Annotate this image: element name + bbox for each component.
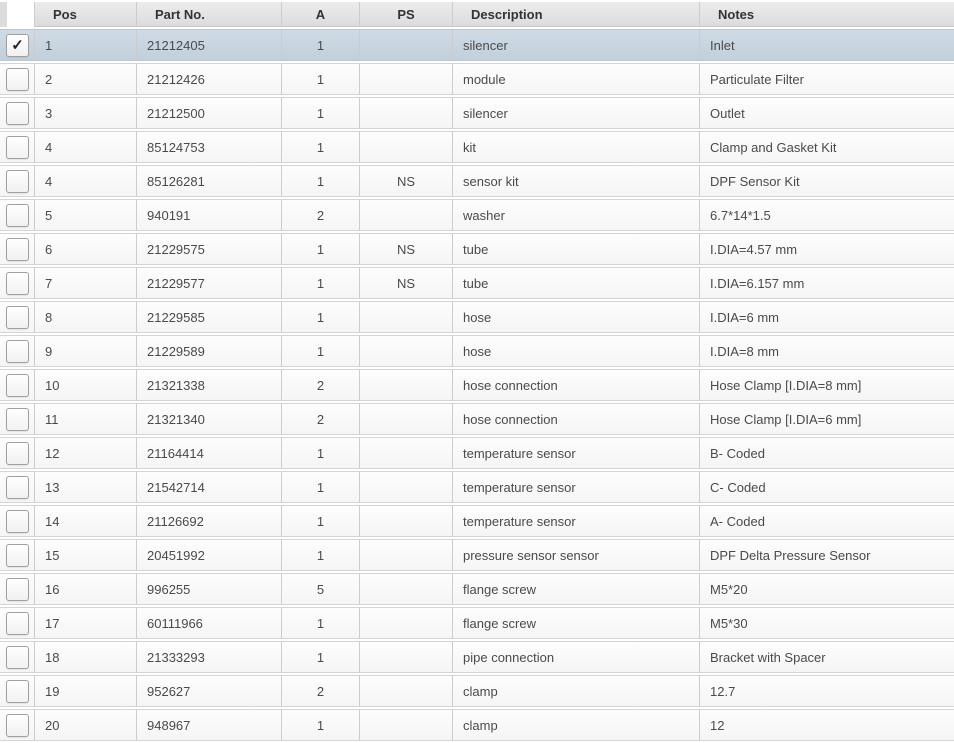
row-checkbox[interactable] (6, 408, 29, 431)
cell-select (0, 97, 35, 129)
row-checkbox[interactable] (6, 340, 29, 363)
row-checkbox[interactable] (6, 612, 29, 635)
cell-description: temperature sensor (453, 437, 700, 469)
cell-a: 1 (282, 505, 360, 537)
cell-a: 1 (282, 709, 360, 741)
row-checkbox[interactable] (6, 442, 29, 465)
cell-ps (360, 403, 453, 435)
cell-a: 1 (282, 437, 360, 469)
cell-description: flange screw (453, 573, 700, 605)
cell-pos: 2 (35, 63, 137, 95)
cell-part-no: 21229589 (137, 335, 282, 367)
cell-pos: 9 (35, 335, 137, 367)
cell-notes: 6.7*14*1.5 (700, 199, 954, 231)
cell-ps (360, 675, 453, 707)
cell-pos: 16 (35, 573, 137, 605)
table-row[interactable] (0, 267, 954, 299)
cell-pos: 3 (35, 97, 137, 129)
cell-ps (360, 573, 453, 605)
cell-ps (360, 641, 453, 673)
cell-pos: 11 (35, 403, 137, 435)
cell-select (0, 675, 35, 707)
cell-pos: 12 (35, 437, 137, 469)
cell-ps: NS (360, 165, 453, 197)
cell-notes: DPF Sensor Kit (700, 165, 954, 197)
cell-select (0, 131, 35, 163)
cell-select (0, 301, 35, 333)
cell-select (0, 539, 35, 571)
column-header-pos: Pos (35, 2, 137, 27)
row-checkbox[interactable] (6, 204, 29, 227)
cell-ps (360, 471, 453, 503)
cell-description: hose connection (453, 369, 700, 401)
cell-description: pressure sensor sensor (453, 539, 700, 571)
table-row[interactable] (0, 97, 954, 129)
column-header-description: Description (453, 2, 700, 27)
row-checkbox[interactable] (6, 272, 29, 295)
cell-a: 1 (282, 131, 360, 163)
cell-pos: 18 (35, 641, 137, 673)
cell-notes: C- Coded (700, 471, 954, 503)
cell-description: tube (453, 233, 700, 265)
cell-pos: 10 (35, 369, 137, 401)
column-header-select (0, 2, 35, 27)
cell-part-no: 940191 (137, 199, 282, 231)
row-checkbox[interactable] (6, 238, 29, 261)
cell-pos: 7 (35, 267, 137, 299)
cell-ps (360, 301, 453, 333)
cell-notes: Clamp and Gasket Kit (700, 131, 954, 163)
table-row[interactable] (0, 607, 954, 639)
cell-select (0, 29, 35, 61)
cell-select (0, 471, 35, 503)
cell-description: silencer (453, 29, 700, 61)
row-checkbox[interactable] (6, 68, 29, 91)
cell-ps (360, 709, 453, 741)
table-row[interactable] (0, 437, 954, 469)
cell-notes: Bracket with Spacer (700, 641, 954, 673)
cell-pos: 17 (35, 607, 137, 639)
cell-pos: 4 (35, 165, 137, 197)
row-checkbox[interactable] (6, 680, 29, 703)
cell-part-no: 948967 (137, 709, 282, 741)
cell-a: 1 (282, 471, 360, 503)
cell-notes: 12.7 (700, 675, 954, 707)
cell-select (0, 709, 35, 741)
cell-part-no: 21321338 (137, 369, 282, 401)
cell-select (0, 233, 35, 265)
cell-a: 1 (282, 29, 360, 61)
cell-notes: Particulate Filter (700, 63, 954, 95)
row-checkbox[interactable] (6, 510, 29, 533)
cell-part-no: 21229575 (137, 233, 282, 265)
cell-ps (360, 539, 453, 571)
cell-notes: I.DIA=4.57 mm (700, 233, 954, 265)
cell-a: 1 (282, 301, 360, 333)
cell-notes: I.DIA=6.157 mm (700, 267, 954, 299)
cell-part-no: 996255 (137, 573, 282, 605)
cell-a: 2 (282, 199, 360, 231)
table-row[interactable] (0, 165, 954, 197)
cell-part-no: 85124753 (137, 131, 282, 163)
cell-notes: I.DIA=6 mm (700, 301, 954, 333)
cell-select (0, 403, 35, 435)
cell-pos: 5 (35, 199, 137, 231)
cell-description: silencer (453, 97, 700, 129)
row-checkbox[interactable] (6, 102, 29, 125)
cell-pos: 6 (35, 233, 137, 265)
parts-table-header (0, 2, 954, 27)
cell-pos: 15 (35, 539, 137, 571)
cell-select (0, 607, 35, 639)
cell-a: 1 (282, 539, 360, 571)
cell-a: 1 (282, 165, 360, 197)
row-checkbox[interactable] (6, 374, 29, 397)
cell-ps (360, 335, 453, 367)
header-row (0, 2, 954, 27)
cell-ps (360, 97, 453, 129)
cell-part-no: 21333293 (137, 641, 282, 673)
column-header-ps: PS (360, 2, 453, 27)
cell-select (0, 437, 35, 469)
cell-a: 1 (282, 63, 360, 95)
cell-description: kit (453, 131, 700, 163)
column-header-notes: Notes (700, 2, 954, 27)
cell-ps: NS (360, 267, 453, 299)
checkmark-icon: ✓ (11, 36, 24, 54)
cell-ps (360, 369, 453, 401)
table-row[interactable] (0, 301, 954, 333)
row-checkbox[interactable] (6, 646, 29, 669)
table-row[interactable] (0, 709, 954, 741)
cell-description: module (453, 63, 700, 95)
table-row[interactable] (0, 233, 954, 265)
cell-a: 2 (282, 369, 360, 401)
table-row[interactable] (0, 131, 954, 163)
cell-a: 2 (282, 403, 360, 435)
table-body (0, 29, 954, 741)
cell-select (0, 573, 35, 605)
cell-select (0, 165, 35, 197)
cell-a: 1 (282, 233, 360, 265)
cell-description: temperature sensor (453, 505, 700, 537)
cell-pos: 14 (35, 505, 137, 537)
row-checkbox[interactable] (6, 136, 29, 159)
cell-notes: M5*30 (700, 607, 954, 639)
cell-ps (360, 437, 453, 469)
cell-pos: 1 (35, 29, 137, 61)
cell-a: 2 (282, 675, 360, 707)
cell-ps (360, 29, 453, 61)
cell-ps (360, 505, 453, 537)
cell-part-no: 21229577 (137, 267, 282, 299)
cell-a: 1 (282, 97, 360, 129)
cell-a: 1 (282, 267, 360, 299)
row-checkbox[interactable] (6, 714, 29, 737)
cell-part-no: 21229585 (137, 301, 282, 333)
cell-ps (360, 131, 453, 163)
table-row[interactable] (0, 199, 954, 231)
cell-description: clamp (453, 709, 700, 741)
cell-select (0, 267, 35, 299)
row-checkbox[interactable] (6, 578, 29, 601)
row-checkbox[interactable] (6, 306, 29, 329)
row-checkbox[interactable] (6, 170, 29, 193)
cell-part-no: 20451992 (137, 539, 282, 571)
cell-description: hose (453, 301, 700, 333)
cell-pos: 13 (35, 471, 137, 503)
cell-notes: 12 (700, 709, 954, 741)
table-row[interactable] (0, 675, 954, 707)
cell-notes: A- Coded (700, 505, 954, 537)
row-checkbox[interactable] (6, 544, 29, 567)
cell-part-no: 60111966 (137, 607, 282, 639)
row-checkbox[interactable] (6, 34, 29, 57)
cell-select (0, 63, 35, 95)
cell-pos: 19 (35, 675, 137, 707)
cell-description: pipe connection (453, 641, 700, 673)
cell-part-no: 952627 (137, 675, 282, 707)
cell-select (0, 505, 35, 537)
cell-a: 1 (282, 607, 360, 639)
table-row[interactable] (0, 573, 954, 605)
cell-ps (360, 63, 453, 95)
cell-notes: Hose Clamp [I.DIA=8 mm] (700, 369, 954, 401)
cell-ps (360, 607, 453, 639)
cell-notes: B- Coded (700, 437, 954, 469)
column-header-part-no: Part No. (137, 2, 282, 27)
cell-description: clamp (453, 675, 700, 707)
cell-part-no: 21212500 (137, 97, 282, 129)
cell-select (0, 369, 35, 401)
cell-notes: M5*20 (700, 573, 954, 605)
table-row[interactable] (0, 403, 954, 435)
cell-a: 5 (282, 573, 360, 605)
cell-part-no: 21321340 (137, 403, 282, 435)
cell-notes: Outlet (700, 97, 954, 129)
table-row[interactable] (0, 539, 954, 571)
cell-description: hose (453, 335, 700, 367)
cell-select (0, 641, 35, 673)
cell-pos: 4 (35, 131, 137, 163)
cell-notes: Hose Clamp [I.DIA=6 mm] (700, 403, 954, 435)
cell-a: 1 (282, 641, 360, 673)
cell-part-no: 21212426 (137, 63, 282, 95)
table-row[interactable] (0, 63, 954, 95)
row-checkbox[interactable] (6, 476, 29, 499)
cell-description: washer (453, 199, 700, 231)
cell-part-no: 85126281 (137, 165, 282, 197)
cell-ps (360, 199, 453, 231)
cell-description: tube (453, 267, 700, 299)
cell-select (0, 199, 35, 231)
cell-part-no: 21212405 (137, 29, 282, 61)
cell-a: 1 (282, 335, 360, 367)
cell-part-no: 21542714 (137, 471, 282, 503)
cell-description: temperature sensor (453, 471, 700, 503)
table-row[interactable] (0, 471, 954, 503)
cell-description: sensor kit (453, 165, 700, 197)
cell-ps: NS (360, 233, 453, 265)
cell-part-no: 21164414 (137, 437, 282, 469)
cell-pos: 20 (35, 709, 137, 741)
cell-notes: I.DIA=8 mm (700, 335, 954, 367)
cell-pos: 8 (35, 301, 137, 333)
table-row[interactable] (0, 369, 954, 401)
table-row[interactable] (0, 641, 954, 673)
column-header-a: A (282, 2, 360, 27)
cell-notes: Inlet (700, 29, 954, 61)
table-row[interactable] (0, 335, 954, 367)
table-row[interactable] (0, 505, 954, 537)
table-row[interactable] (0, 29, 954, 61)
cell-description: flange screw (453, 607, 700, 639)
cell-description: hose connection (453, 403, 700, 435)
cell-part-no: 21126692 (137, 505, 282, 537)
cell-notes: DPF Delta Pressure Sensor (700, 539, 954, 571)
cell-select (0, 335, 35, 367)
